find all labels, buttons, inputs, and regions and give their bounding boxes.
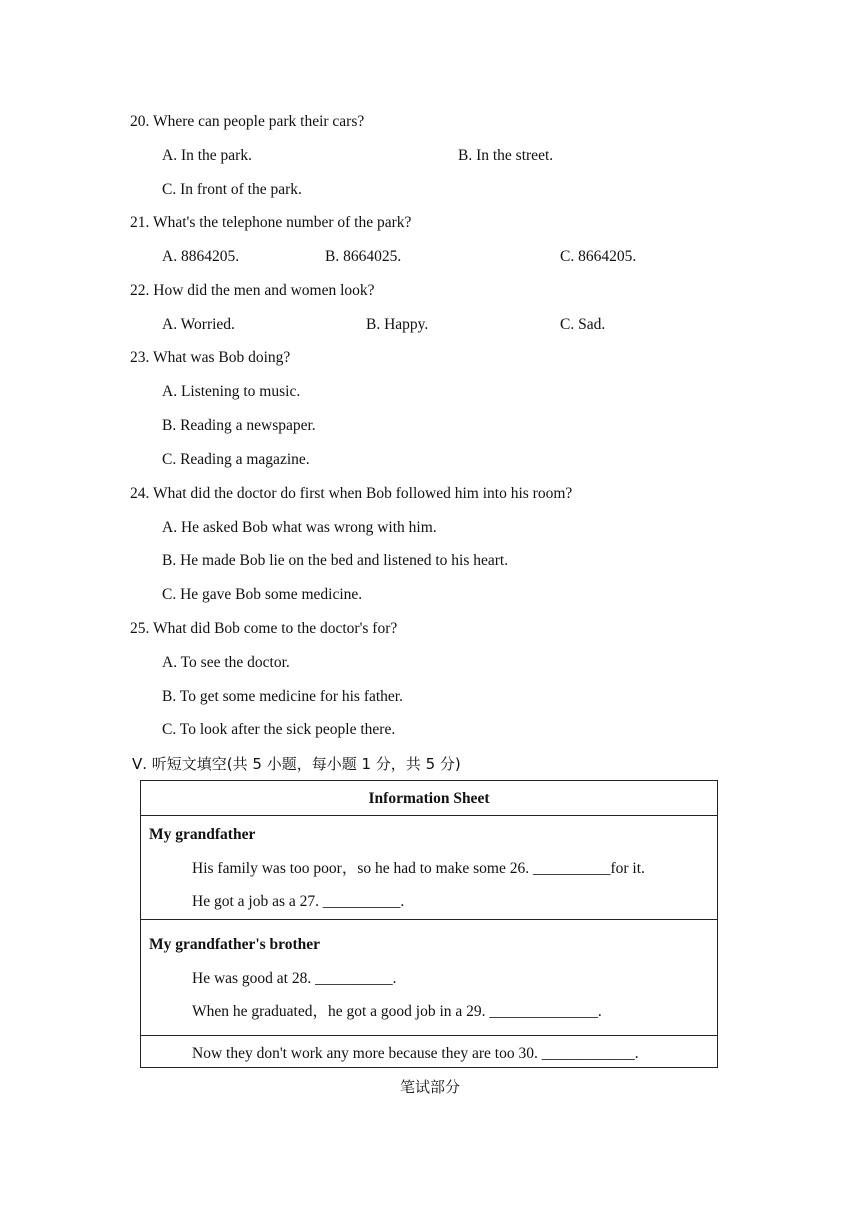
grandfather-line-1: His family was too poor，so he had to make some 26. __________for it. (192, 860, 645, 877)
grandfather-line-2: He got a job as a 27. __________. (192, 893, 405, 910)
table-title: Information Sheet (368, 790, 490, 807)
information-sheet-table (140, 780, 718, 1068)
question-20: 20. Where can people park their cars? (130, 113, 365, 130)
table-divider (141, 815, 717, 816)
question-22-option-b: B. Happy. (366, 316, 429, 333)
section-5-heading: Ⅴ. 听短文填空(共 5 小题，每小题 1 分，共 5 分) (132, 755, 461, 773)
question-24-option-b: B. He made Bob lie on the bed and listened to his heart. (162, 552, 509, 569)
question-21-option-b: B. 8664025. (325, 248, 402, 265)
brother-line-1: He was good at 28. __________. (192, 970, 397, 987)
question-24-option-a: A. He asked Bob what was wrong with him. (162, 519, 437, 536)
question-24: 24. What did the doctor do first when Bob followed him into his room? (130, 485, 573, 502)
question-20-option-b: B. In the street. (458, 147, 554, 164)
question-22-option-c: C. Sad. (560, 316, 606, 333)
question-24-option-c: C. He gave Bob some medicine. (162, 586, 363, 603)
brother-label: My grandfather's brother (149, 936, 321, 953)
question-20-option-a: A. In the park. (162, 147, 252, 164)
final-line: Now they don't work any more because they are too 30. ____________. (192, 1045, 639, 1062)
written-section-heading: 笔试部分 (399, 1078, 460, 1096)
table-divider (141, 919, 717, 920)
brother-line-2: When he graduated，he got a good job in a 29. ______________. (192, 1003, 602, 1020)
question-23-option-b: B. Reading a newspaper. (162, 417, 316, 434)
question-21: 21. What's the telephone number of the park? (130, 214, 412, 231)
question-22-option-a: A. Worried. (162, 316, 235, 333)
question-23-option-a: A. Listening to music. (162, 383, 301, 400)
question-23-option-c: C. Reading a magazine. (162, 451, 310, 468)
question-25: 25. What did Bob come to the doctor's for? (130, 620, 398, 637)
question-25-option-c: C. To look after the sick people there. (162, 721, 396, 738)
question-21-option-a: A. 8864205. (162, 248, 240, 265)
table-divider (141, 1035, 717, 1036)
question-23: 23. What was Bob doing? (130, 349, 291, 366)
question-20-option-c: C. In front of the park. (162, 181, 302, 198)
question-22: 22. How did the men and women look? (130, 282, 375, 299)
question-25-option-b: B. To get some medicine for his father. (162, 688, 403, 705)
question-25-option-a: A. To see the doctor. (162, 654, 290, 671)
question-21-option-c: C. 8664205. (560, 248, 637, 265)
grandfather-label: My grandfather (149, 826, 256, 843)
